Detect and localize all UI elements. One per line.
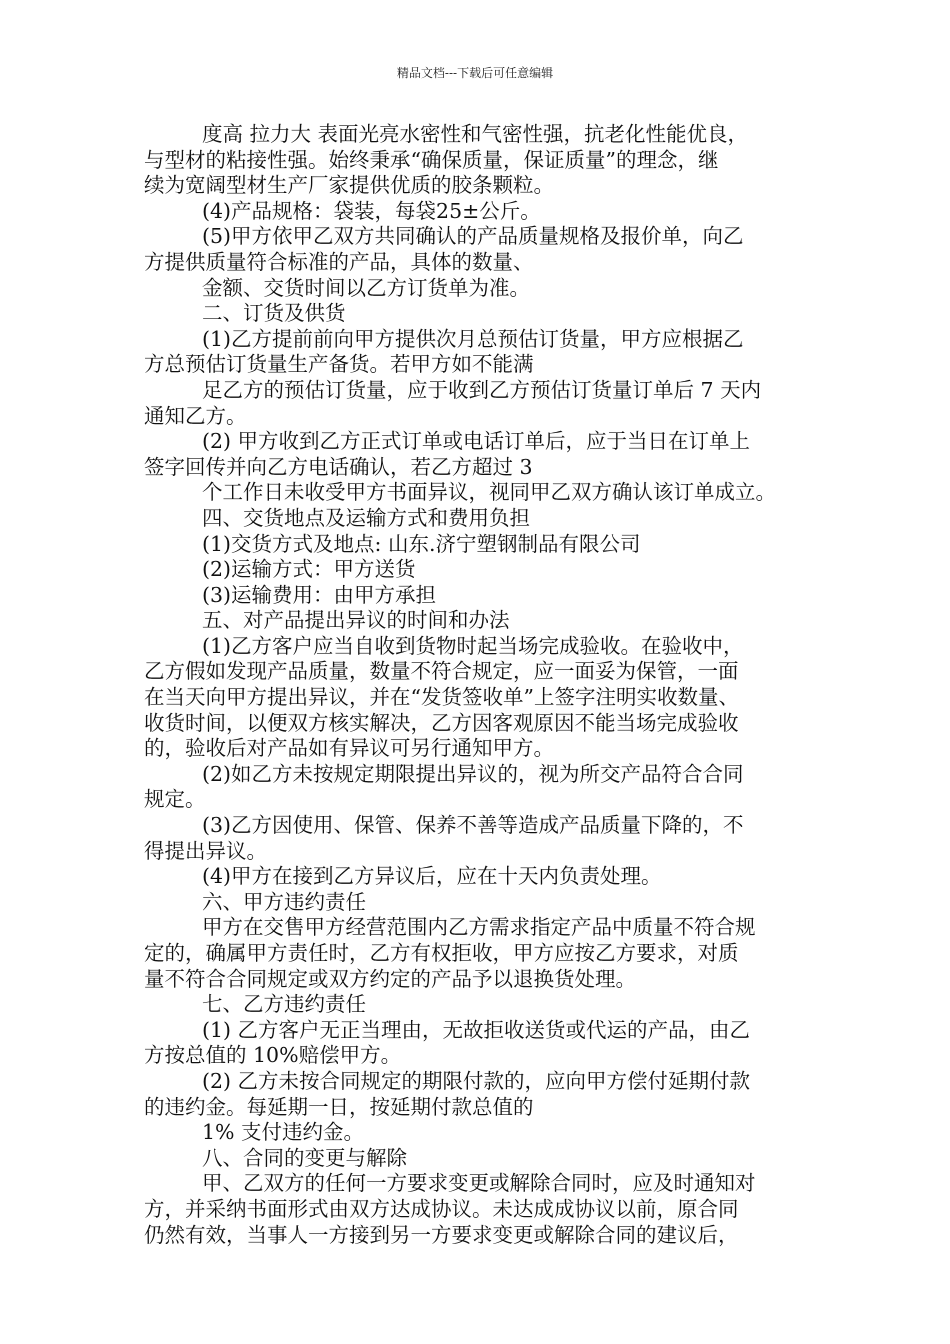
page-header: 精品文档---下载后可任意编辑 [396,66,554,80]
text-line: (1)乙方提前前向甲方提供次月总预估订货量，甲方应根据乙 [202,326,744,351]
text-line: 金额、交货时间以乙方订货单为准。 [202,275,530,300]
text-line: 定的，确属甲方责任时，乙方有权拒收，甲方应按乙方要求，对质 [144,941,739,965]
text-line: (2)如乙方未按规定期限提出异议的，视为所交产品符合合同 [202,761,744,786]
text-line: (2) 乙方未按合同规定的期限付款的，应向甲方偿付延期付款 [202,1068,751,1093]
text-line: 二、订货及供货 [202,301,346,326]
text-line: 乙方假如发现产品质量，数量不符合规定，应一面妥为保管，一面 [144,659,739,684]
text-line: 1% 支付违约金。 [202,1120,365,1145]
text-line: 的，验收后对产品如有异议可另行通知甲方。 [144,736,554,761]
text-line: 规定。 [144,787,206,812]
text-line: 五、对产品提出异议的时间和办法 [202,608,510,633]
text-line: 八、合同的变更与解除 [202,1145,407,1170]
text-line: 方按总值的 10%赔偿甲方。 [144,1043,402,1068]
text-line: 足乙方的预估订货量，应于收到乙方预估订货量订单后 7 天内 [202,377,762,402]
text-line: (1) 乙方客户无正当理由，无故拒收送货或代运的产品，由乙 [202,1017,751,1042]
text-line: (3)乙方因使用、保管、保养不善等造成产品质量下降的，不 [202,813,744,838]
text-line: 方总预估订货量生产备货。若甲方如不能满 [144,352,534,377]
text-line: (2)运输方式：甲方送货 [202,557,416,582]
text-line: 收货时间，以便双方核实解决，乙方因客观原因不能当场完成验收 [144,710,739,735]
text-line: 的违约金。每延期一日，按延期付款总值的 [144,1094,534,1119]
text-line: 续为宽阔型材生产厂家提供优质的胶条颗粒。 [144,173,554,198]
text-line: 签字回传并向乙方电话确认，若乙方超过 3 [144,454,533,479]
text-line: (2) 甲方收到乙方正式订单或电话订单后，应于当日在订单上 [202,429,751,454]
text-line: 得提出异议。 [144,838,267,863]
text-line: 量不符合合同规定或双方约定的产品予以退换货处理。 [144,966,636,991]
text-line: 方，并采纳书面形式由双方达成协议。未达成成协议以前，原合同 [144,1196,739,1221]
document-body [144,122,816,1248]
text-line: 七、乙方违约责任 [202,992,366,1017]
text-line: 通知乙方。 [144,403,247,428]
text-line: (4)甲方在接到乙方异议后，应在十天内负责处理。 [202,864,662,889]
text-line: 甲、乙双方的任何一方要求变更或解除合同时，应及时通知对 [202,1171,756,1196]
text-line: 六、甲方违约责任 [202,889,366,914]
text-line: (3)运输费用：由甲方承担 [202,582,437,607]
text-line: 方提供质量符合标准的产品，具体的数量、 [144,249,534,274]
text-line: 个工作日未收受甲方书面异议，视同甲乙双方确认该订单成立。 [202,480,776,505]
text-line: (1)交货方式及地点: 山东.济宁塑钢制品有限公司 [202,531,641,556]
text-line: 甲方在交售甲方经营范围内乙方需求指定产品中质量不符合规 [202,915,756,940]
text-line: 在当天向甲方提出异议，并在“发货签收单”上签字注明实收数量、 [144,685,739,710]
text-line: (5)甲方依甲乙双方共同确认的产品质量规格及报价单，向乙 [202,224,744,249]
text-line: 仍然有效，当事人一方接到另一方要求变更或解除合同的建议后， [144,1222,739,1247]
text-line: 度高 拉力大 表面光亮水密性和气密性强，抗老化性能优良， [202,122,749,146]
text-line: 四、交货地点及运输方式和费用负担 [202,505,530,530]
text-line: (4)产品规格：袋装，每袋25±公斤。 [202,198,541,223]
text-line: (1)乙方客户应当自收到货物时起当场完成验收。在验收中， [202,633,744,658]
text-line: 与型材的粘接性强。始终秉承“确保质量，保证质量”的理念，继 [144,147,719,172]
